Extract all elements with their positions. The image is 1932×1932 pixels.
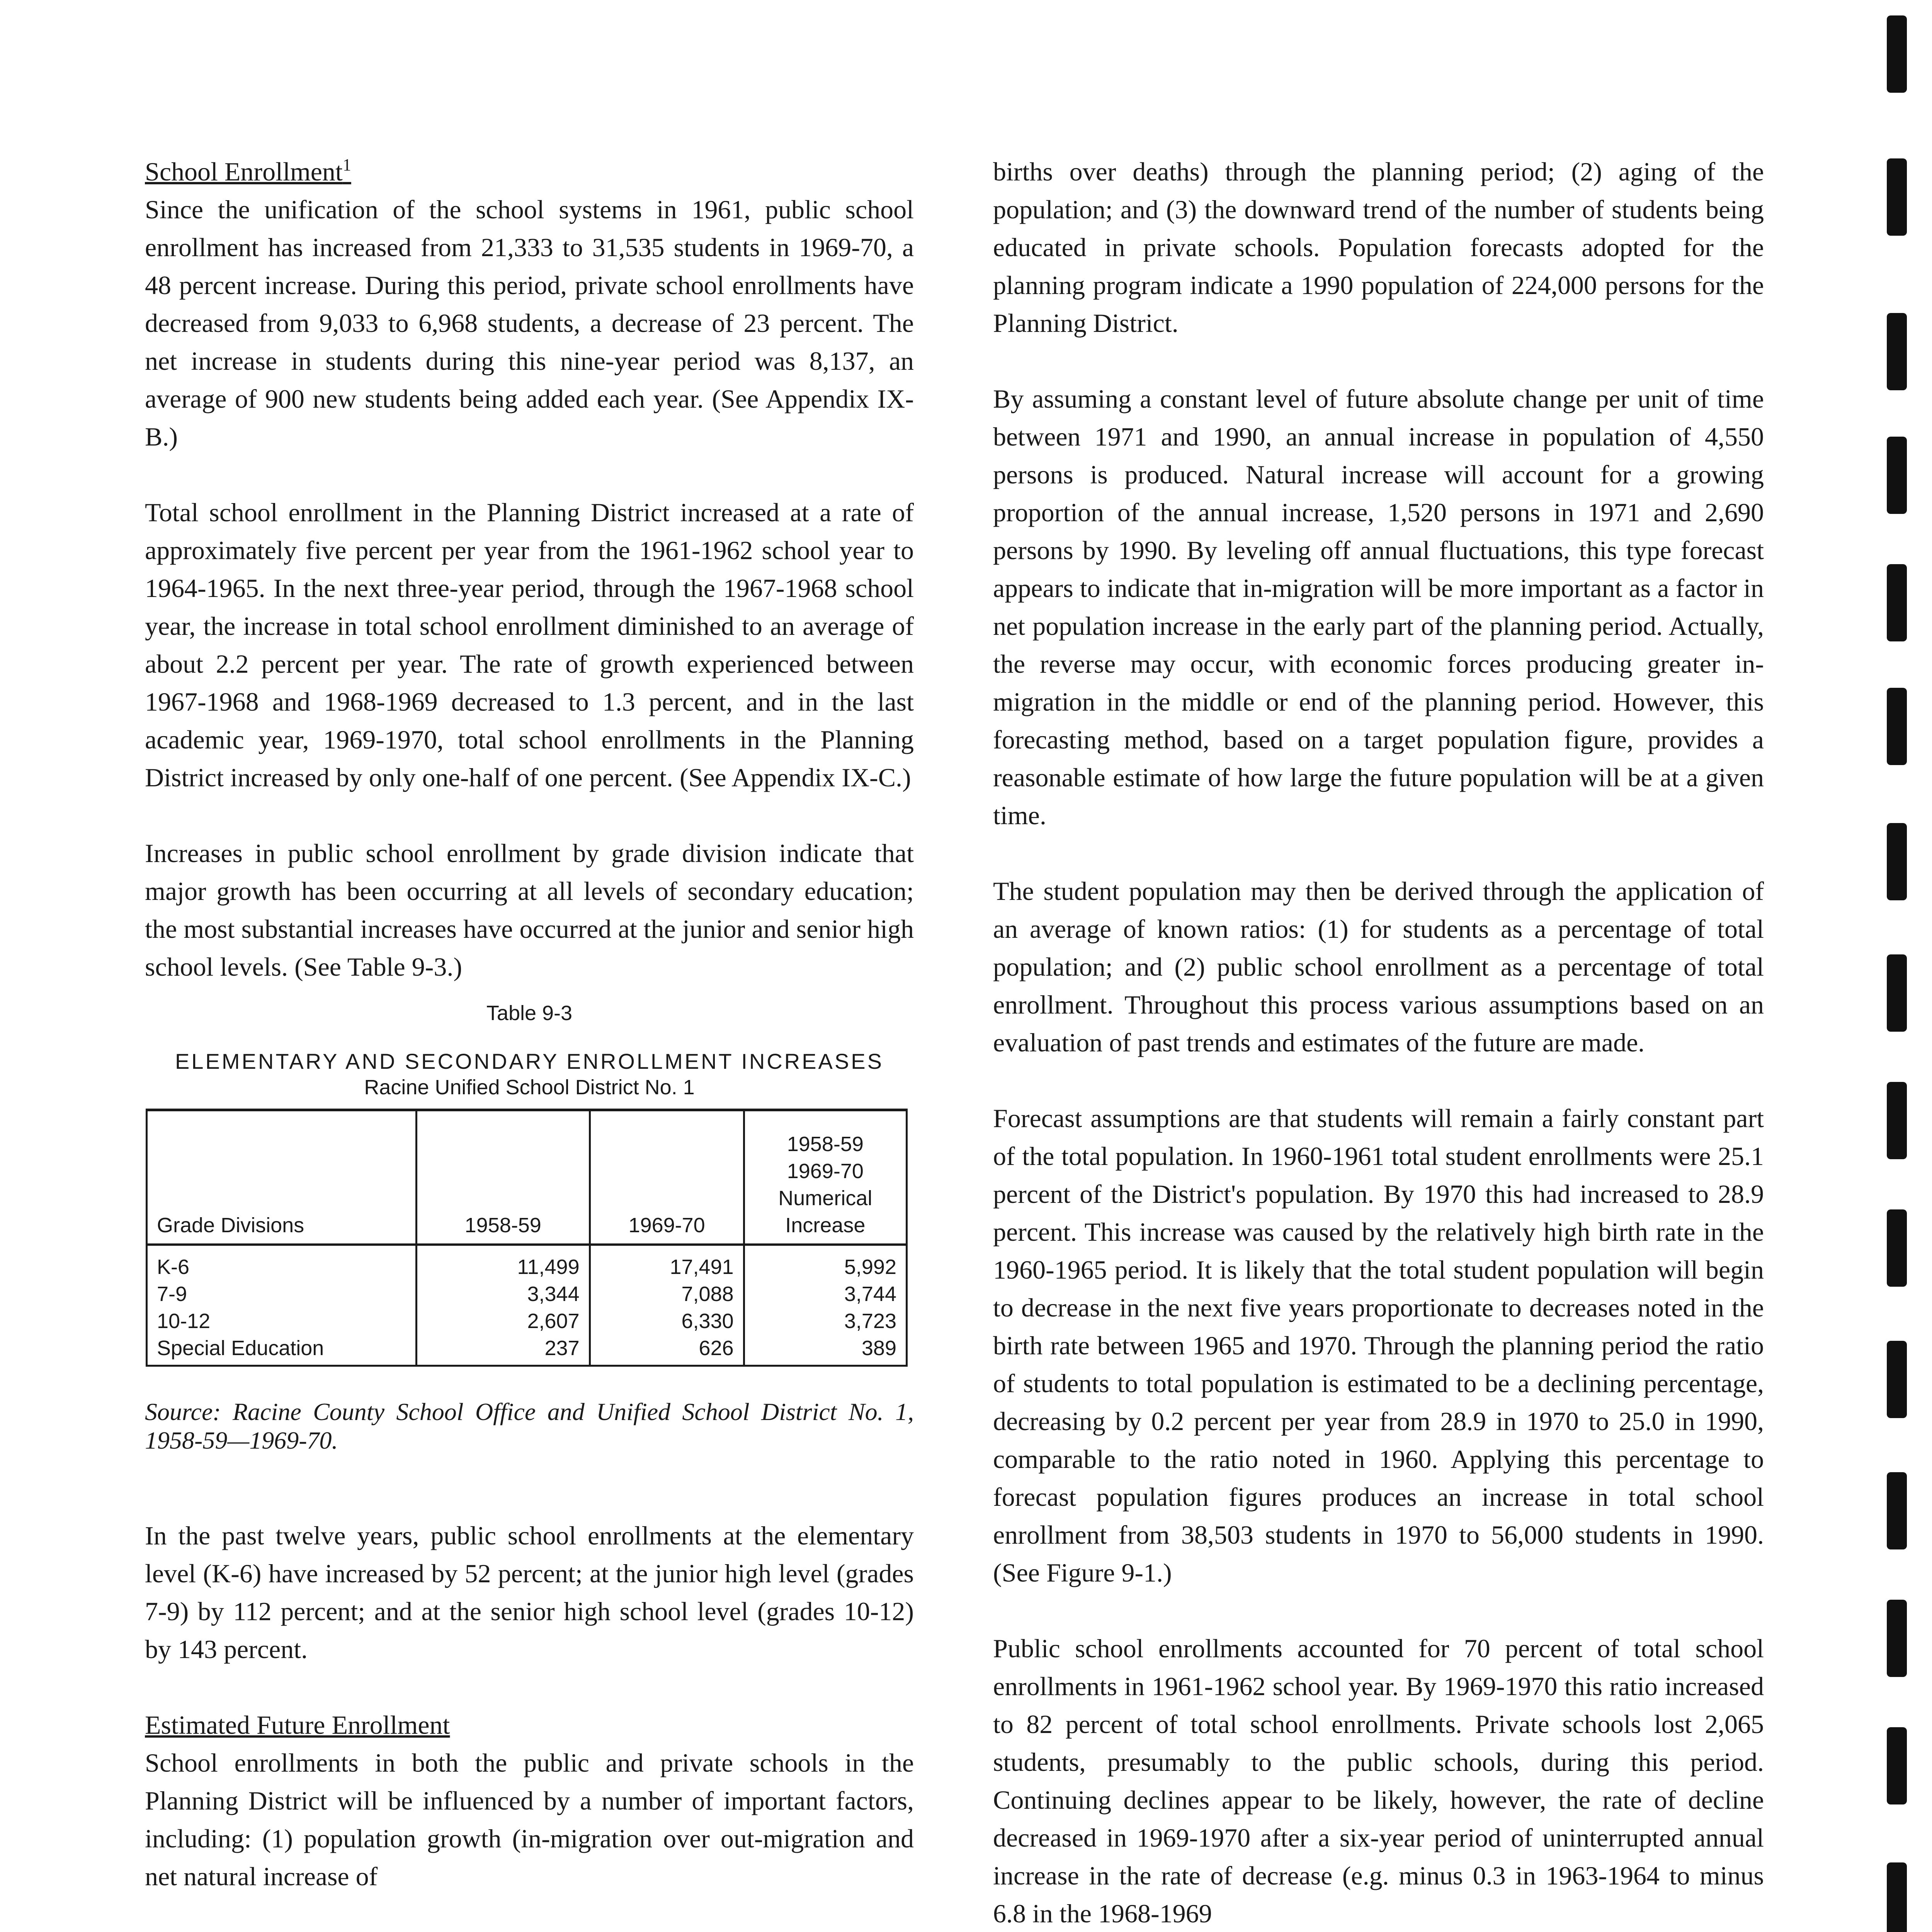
paragraph: Forecast assumptions are that students will remain a fairly constant part of the total population. In 1960-1961 total student enrollments were 25.1 percent of the District's population. By 1970 this had increased to 28.9 percent. This increase was caused by the relatively high birth rate in the 1960-1965 period. It is likely that the total student population will begin to decrease in the next five years proportionate to decreases noted in the birth rate between 1965 and 1970. Through the planning period the ratio of students to total population is estimated to be a declining percentage, decreasing by 0.2 percent per year from 28.9 in 1970 to 25.0 in 1990, comparable to the ratio noted in 1960. Applying this percentage to forecast population figures produces an increase in total school enrollment from 38,503 students in 1970 to 56,000 students in 1990. (See Figure 9-1.) xyxy=(993,1104,1764,1587)
cell-1958-59: 237 xyxy=(416,1335,590,1366)
binding-hole-mark xyxy=(1887,437,1907,514)
binding-hole-mark xyxy=(1887,823,1907,900)
header-1969-70: 1969-70 xyxy=(590,1110,744,1245)
paragraph: School enrollments in both the public and private schools in the Planning District will be influenced by a number of important factors, including: (1) population growth (in-migration over out-migration and net natural increase of xyxy=(145,1748,914,1891)
table-number: Table 9-3 xyxy=(486,1002,573,1025)
header-line: Increase xyxy=(785,1214,866,1237)
table-row xyxy=(147,1308,907,1335)
header-grade-divisions: Grade Divisions xyxy=(147,1110,417,1245)
right-column xyxy=(993,153,1764,1932)
footnote-reference: 1 xyxy=(342,155,351,174)
table-row xyxy=(147,1335,907,1366)
cell-grade: K-6 xyxy=(147,1245,417,1281)
binding-hole-mark xyxy=(1887,1472,1907,1549)
table-row xyxy=(147,1245,907,1281)
binding-hole-mark xyxy=(1887,1862,1907,1932)
paragraph: Since the unification of the school systems in 1961, public school enrollment has increased from 21,333 to 31,535 students in 1969-70, a 48 percent increase. During this period, private school enrollments have decreased from 9,033 to 6,968 students, a decrease of 23 percent. The net increase in students during this nine-year period was 8,137, an average of 900 new students being added each year. (See Appendix IX-B.) xyxy=(145,195,914,451)
paragraph: In the past twelve years, public school enrollments at the elementary level (K-6) have increased by 52 percent; at the junior high level (grades 7-9) by 112 percent; and at the senior high school level (grades 10-12) by 143 percent. xyxy=(145,1521,914,1664)
cell-1958-59: 3,344 xyxy=(416,1281,590,1308)
cell-1969-70: 626 xyxy=(590,1335,744,1366)
header-line: 1969-70 xyxy=(787,1160,864,1183)
cell-increase: 5,992 xyxy=(744,1245,906,1281)
header-line: Numerical xyxy=(778,1187,872,1210)
section-heading-school-enrollment xyxy=(145,153,914,190)
binding-hole-mark xyxy=(1887,1341,1907,1418)
binding-hole-mark xyxy=(1887,313,1907,390)
table-title: ELEMENTARY AND SECONDARY ENROLLMENT INCREASES xyxy=(175,1049,884,1073)
cell-increase: 389 xyxy=(744,1335,906,1366)
cell-1958-59: 2,607 xyxy=(416,1308,590,1335)
binding-hole-mark xyxy=(1887,1082,1907,1159)
section-heading-estimated-future-enrollment: Estimated Future Enrollment xyxy=(145,1710,450,1740)
paragraph: Public school enrollments accounted for 70 percent of total school enrollments in 1961-1962 school year. By 1969-1970 this ratio increased to 82 percent of total school enrollments. Private schools lost 2,065 students, presumably to the public schools, during this period. Continuing declines appear to be likely, however, the rate of decline decreased in 1969-1970 after a six-year period of uninterrupted annual increase in the rate of decrease (e.g. minus 0.3 in 1963-1964 to minus 6.8 in the 1968-1969 xyxy=(993,1634,1764,1928)
paragraph: The student population may then be derived through the application of an average of known ratios: (1) for students as a percentage of total population; and (2) public school enrollment as a percentage of total enrollment. Throughout this process various assumptions based on an evaluation of past trends and estimates of the future are made. xyxy=(993,876,1764,1057)
binding-hole-mark xyxy=(1887,15,1907,93)
binding-hole-mark xyxy=(1887,1727,1907,1804)
table-subtitle: Racine Unified School District No. 1 xyxy=(364,1076,695,1099)
paragraph: Increases in public school enrollment by grade division indicate that major growth has been occurring at all levels of secondary education; the most substantial increases have occurred at the junior and senior high school levels. (See Table 9-3.) xyxy=(145,838,914,981)
table-header-row xyxy=(147,1110,907,1245)
binding-hole-mark xyxy=(1887,1209,1907,1287)
cell-increase: 3,723 xyxy=(744,1308,906,1335)
paragraph: Total school enrollment in the Planning District increased at a rate of approximately five percent per year from the 1961-1962 school year to 1964-1965. In the next three-year period, through the 1967-1968 school year, the increase in total school enrollment diminished to an average of about 2.2 percent per year. The rate of growth experienced between 1967-1968 and 1968-1969 decreased to 1.3 percent, and in the last academic year, 1969-1970, total school enrollments in the Planning District increased by only one-half of one percent. (See Appendix IX-C.) xyxy=(145,498,914,792)
table-row xyxy=(147,1281,907,1308)
heading-text: School Enrollment xyxy=(145,157,343,186)
enrollment-table xyxy=(146,1109,908,1367)
binding-hole-mark xyxy=(1887,158,1907,236)
cell-grade: 10-12 xyxy=(147,1308,417,1335)
binding-hole-mark xyxy=(1887,954,1907,1032)
binding-hole-mark xyxy=(1887,688,1907,765)
paragraph: By assuming a constant level of future absolute change per unit of time between 1971 and 1990, an annual increase in population of 4,550 persons is produced. Natural increase will account for a growing proportion of the annual increase, 1,520 persons in 1971 and 2,690 persons by 1990. By leveling off annual fluctuations, this type forecast appears to indicate that in-migration will be more important as a factor in net population increase in the early part of the planning period. Actually, the reverse may occur, with economic forces producing greater in-migration in the middle or end of the planning period. However, this forecasting method, based on a target population figure, provides a reasonable estimate of how large the future population will be at a given time. xyxy=(993,384,1764,830)
cell-grade: 7-9 xyxy=(147,1281,417,1308)
header-line: 1958-59 xyxy=(787,1133,864,1156)
header-numerical-increase xyxy=(744,1110,906,1245)
cell-1969-70: 6,330 xyxy=(590,1308,744,1335)
cell-increase: 3,744 xyxy=(744,1281,906,1308)
left-column xyxy=(145,153,914,1932)
table-source-note: Source: Racine County School Office and Unified School District No. 1, 1958-59—1969-70. xyxy=(145,1398,914,1454)
cell-1969-70: 7,088 xyxy=(590,1281,744,1308)
cell-grade: Special Education xyxy=(147,1335,417,1366)
cell-1969-70: 17,491 xyxy=(590,1245,744,1281)
paragraph: births over deaths) through the planning period; (2) aging of the population; and (3) the downward trend of the number of students being educated in private schools. Population forecasts adopted for the planning program indicate a 1990 population of 224,000 persons for the Planning District. xyxy=(993,157,1764,338)
enrollment-table-block xyxy=(145,1001,914,1455)
binding-hole-mark xyxy=(1887,564,1907,641)
cell-1958-59: 11,499 xyxy=(416,1245,590,1281)
binding-hole-mark xyxy=(1887,1600,1907,1677)
header-1958-59: 1958-59 xyxy=(416,1110,590,1245)
